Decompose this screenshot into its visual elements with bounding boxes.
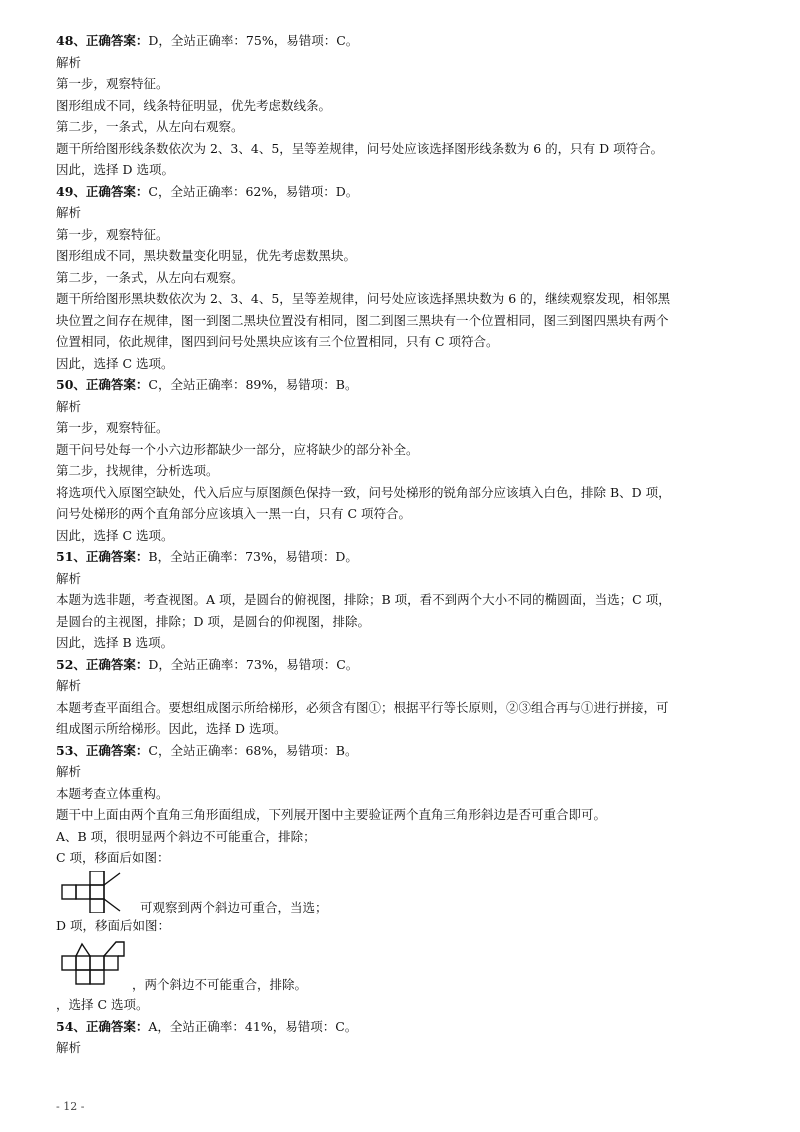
q48-header: 48、正确答案：D，全站正确率：75%，易错项：C。 — [56, 33, 359, 48]
q53-figure-c — [56, 869, 756, 915]
page-number: - 12 - — [56, 1100, 85, 1113]
q51-header: 51、正确答案：B，全站正确率：73%，易错项：D。 — [56, 549, 358, 564]
q51-line: 本题为选非题，考查视图。A 项，是圆台的俯视图，排除；B 项，看不到两个大小不同的椭圆面，当选；C 项， — [56, 592, 671, 607]
q53-d-line: D 项，移面后如图： — [56, 917, 170, 933]
q48-analysis-label: 解析 — [56, 54, 82, 70]
q49-header: 49、正确答案：C，全站正确率：62%，易错项：D。 — [56, 183, 359, 199]
q50-header: 50、正确答案：C，全站正确率：89%，易错项：B。 — [56, 377, 358, 392]
q49-line: 题干所给图形黑块数依次为 2、3、4、5，呈等差规律，问号处应该选择黑块数为 6 的，继续观察发现，相邻黑 — [56, 291, 671, 306]
q53-line: 本题考查立体重构。 — [56, 785, 169, 801]
net-diagram-c — [60, 871, 130, 913]
q53-conclusion: ，选择 C 选项。 — [56, 997, 149, 1012]
q49-analysis-label: 解析 — [56, 205, 82, 220]
q49-line: 因此，选择 C 选项。 — [56, 355, 174, 371]
q48-line: 题干所给图形线条数依次为 2、3、4、5，呈等差规律，问号处应该选择图形线条数为 6 的，只有 D 项符合。 — [56, 140, 664, 156]
q51-line: 是圆台的主视图，排除；D 项，是圆台的仰视图，排除。 — [56, 613, 370, 629]
q54-header: 54、正确答案：A，全站正确率：41%，易错项：C。 — [56, 1018, 358, 1034]
q53-figure-c-caption: 可观察到两个斜边可重合，当选； — [140, 899, 328, 915]
q49-line: 位置相同，依此规律，图四到问号处黑块应该有三个位置相同，只有 C 项符合。 — [56, 334, 499, 349]
q53-line: C 项，移面后如图： — [56, 850, 170, 865]
q53-analysis-label: 解析 — [56, 764, 82, 779]
q50-line: 第二步，找规律，分析选项。 — [56, 463, 219, 478]
q53-figure-d-caption: ，两个斜边不可能重合，排除。 — [132, 977, 308, 992]
q50-line: 第一步，观察特征。 — [56, 420, 169, 435]
q52-line: 组成图示所给梯形。因此，选择 D 选项。 — [56, 721, 287, 736]
q53-line: A、B 项，很明显两个斜边不可能重合，排除； — [56, 828, 316, 844]
q54-analysis-label: 解析 — [56, 1040, 82, 1055]
q48-line: 第一步，观察特征。 — [56, 76, 169, 91]
q52-analysis-label: 解析 — [56, 678, 82, 693]
q52-line: 本题考查平面组合。要想组成图示所给梯形，必须含有图①；根据平行等长原则，②③组合再与①进行拼接，可 — [56, 699, 669, 715]
q49-line: 块位置之间存在规律，图一到图二黑块位置没有相同，图二到图三黑块有一个位置相同，图三到图四黑块有两个 — [56, 312, 669, 328]
q50-line: 将选项代入原图空缺处，代入后应与原图颜色保持一致，问号处梯形的锐角部分应该填入白色，排除 B、D 项， — [56, 484, 671, 500]
q51-line: 因此，选择 B 选项。 — [56, 635, 174, 650]
q52-header: 52、正确答案：D，全站正确率：73%，易错项：C。 — [56, 656, 359, 672]
q48-line: 第二步，一条式，从左向右观察。 — [56, 119, 244, 134]
q49-line: 第二步，一条式，从左向右观察。 — [56, 269, 244, 285]
q48-line: 因此，选择 D 选项。 — [56, 162, 174, 177]
q50-line: 因此，选择 C 选项。 — [56, 527, 174, 543]
net-diagram-d — [60, 940, 132, 988]
q53-figure-d — [56, 936, 756, 994]
q50-line: 题干问号处每一个小六边形都缺少一部分，应将缺少的部分补全。 — [56, 441, 419, 457]
q50-analysis-label: 解析 — [56, 398, 82, 414]
q50-line: 问号处梯形的两个直角部分应该填入一黑一白，只有 C 项符合。 — [56, 506, 412, 521]
q49-line: 图形组成不同，黑块数量变化明显，优先考虑数黑块。 — [56, 248, 357, 263]
q49-line: 第一步，观察特征。 — [56, 226, 169, 242]
answer-document — [56, 30, 756, 1059]
q48-line: 图形组成不同，线条特征明显，优先考虑数线条。 — [56, 97, 332, 113]
q51-analysis-label: 解析 — [56, 570, 82, 586]
q53-header: 53、正确答案：C，全站正确率：68%，易错项：B。 — [56, 742, 358, 758]
q53-line: 题干中上面由两个直角三角形面组成，下列展开图中主要验证两个直角三角形斜边是否可重合即可。 — [56, 807, 607, 822]
